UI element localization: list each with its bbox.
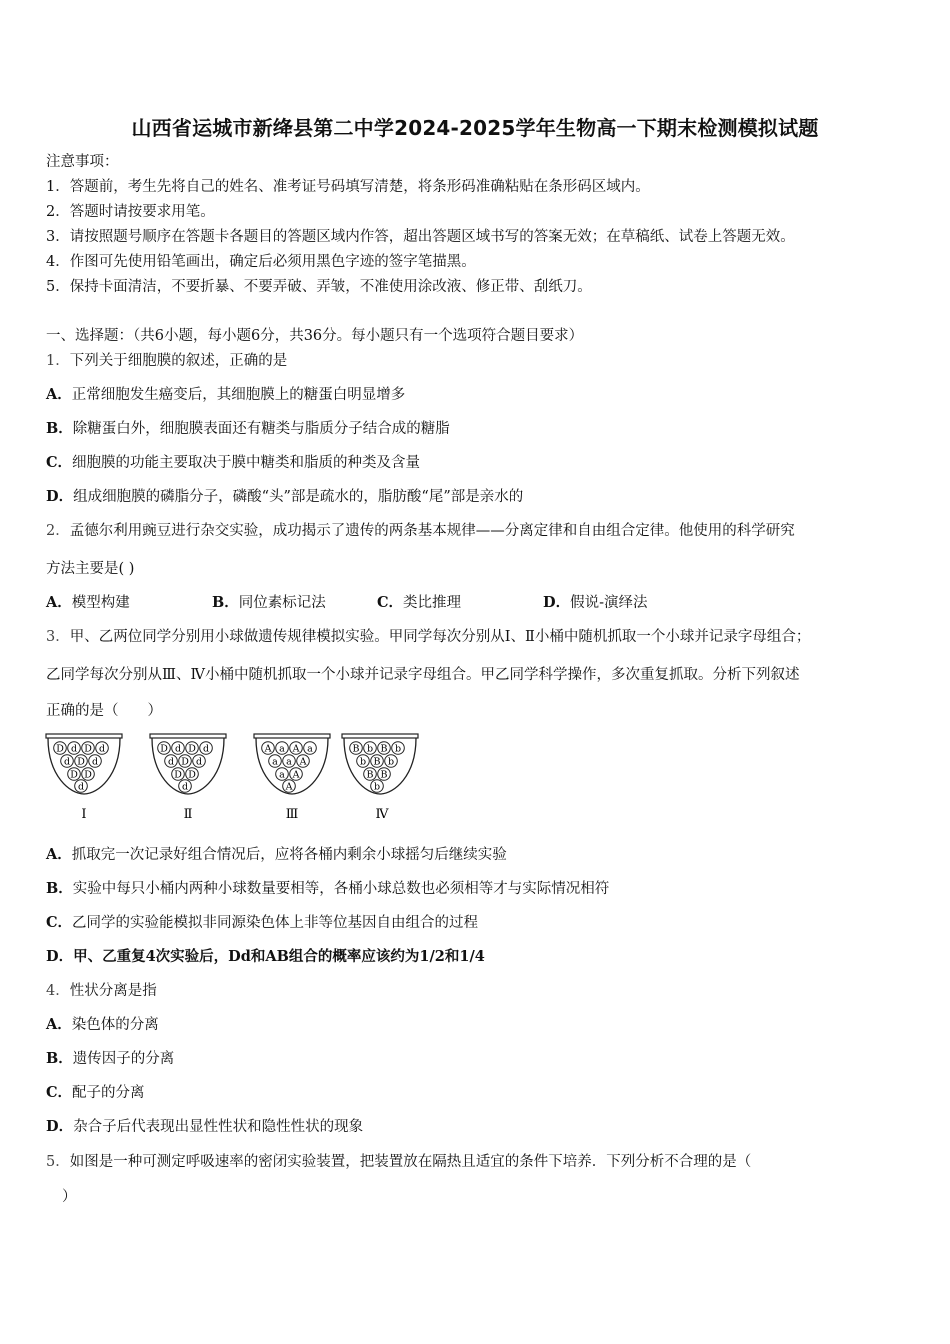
- question-text: 下列关于细胞膜的叙述，正确的是: [69, 353, 288, 369]
- option-c[interactable]: C．配子的分离: [46, 1084, 145, 1101]
- section-heading: 一、选择题：（共6小题，每小题6分，共36分。每小题只有一个选项符合题目要求）: [46, 328, 584, 344]
- ball-label: A: [299, 756, 307, 768]
- ball-label: D: [77, 756, 85, 768]
- ball-label: D: [56, 743, 64, 755]
- ball-label: D: [181, 756, 189, 768]
- ball-label: b: [387, 756, 395, 768]
- ball-label: B: [380, 769, 388, 781]
- ball-label: A: [285, 781, 293, 793]
- option-d[interactable]: D．杂合子后代表现出显性性状和隐性性状的现象: [46, 1118, 364, 1135]
- ball-label: a: [286, 756, 292, 768]
- option-a[interactable]: A．抓取完一次记录好组合情况后，应将各桶内剩余小球摇匀后继续实验: [46, 846, 507, 863]
- ball-label: D: [70, 769, 78, 781]
- ball-label: D: [84, 743, 92, 755]
- notice-item: 2．答题时请按要求用笔。: [46, 204, 215, 220]
- bucket-rim: [342, 734, 418, 738]
- bucket: [150, 734, 226, 822]
- ball-label: a: [279, 743, 285, 755]
- ball-label: D: [188, 769, 196, 781]
- ball-label: d: [174, 743, 182, 755]
- ball-label: b: [366, 743, 374, 755]
- option-b[interactable]: B．除糖蛋白外，细胞膜表面还有糖类与脂质分子结合成的糖脂: [46, 420, 450, 437]
- question-2-stem-cont: 方法主要是( ): [46, 561, 135, 577]
- ball-label: a: [279, 769, 285, 781]
- bucket-figure: [40, 726, 430, 826]
- option-d[interactable]: D．假说-演绎法: [543, 594, 648, 611]
- question-4-stem: 4．性状分离是指: [46, 983, 157, 999]
- question-3-stem: 3．甲、乙两位同学分别用小球做遗传规律模拟实验。甲同学每次分别从Ⅰ、Ⅱ小桶中随机抓取一个小球并记录字母组合；: [46, 629, 811, 645]
- ball-label: d: [70, 743, 78, 755]
- question-number: 4．: [46, 983, 70, 999]
- ball-label: B: [352, 743, 360, 755]
- bucket: [46, 734, 122, 822]
- ball-label: a: [307, 743, 313, 755]
- option-b[interactable]: B．遗传因子的分离: [46, 1050, 175, 1067]
- ball-label: d: [63, 756, 71, 768]
- question-number: 2．: [46, 523, 70, 539]
- option-c[interactable]: C．乙同学的实验能模拟非同源染色体上非等位基因自由组合的过程: [46, 914, 479, 931]
- question-number: 1．: [46, 353, 70, 369]
- ball-label: B: [373, 756, 381, 768]
- bucket: [254, 734, 330, 822]
- notice-item: 5．保持卡面清洁，不要折暴、不要弄破、弄皱，不准使用涂改液、修正带、刮纸刀。: [46, 279, 592, 295]
- option-b[interactable]: B．同位素标记法: [212, 594, 326, 611]
- ball-label: A: [292, 769, 300, 781]
- ball-label: d: [202, 743, 210, 755]
- option-d[interactable]: D．组成细胞膜的磷脂分子，磷酸“头”部是疏水的，脂肪酸“尾”部是亲水的: [46, 488, 524, 505]
- option-a[interactable]: A．正常细胞发生癌变后，其细胞膜上的糖蛋白明显增多: [46, 386, 406, 403]
- page-title: 山西省运城市新绛县第二中学2024-2025学年生物高一下期末检测模拟试题: [131, 116, 819, 140]
- question-2-stem: 2．孟德尔利用豌豆进行杂交实验，成功揭示了遗传的两条基本规律——分离定律和自由组合定律。他使用的科学研究: [46, 523, 795, 539]
- bucket-label: Ⅰ: [81, 807, 87, 822]
- option-c[interactable]: C．类比推理: [377, 594, 462, 611]
- bucket-rim: [254, 734, 330, 738]
- ball-label: B: [366, 769, 374, 781]
- ball-label: B: [380, 743, 388, 755]
- ball-label: b: [359, 756, 367, 768]
- ball-label: A: [292, 743, 300, 755]
- ball-label: a: [272, 756, 278, 768]
- ball-label: d: [195, 756, 203, 768]
- notice-item: 3．请按照题号顺序在答题卡各题目的答题区域内作答，超出答题区域书写的答案无效；在草稿纸、试卷上答题无效。: [46, 229, 795, 245]
- notice-item: 4．作图可先使用铅笔画出，确定后必须用黑色字迹的签字笔描黑。: [46, 254, 476, 270]
- bucket: [342, 734, 418, 822]
- ball-label: d: [91, 756, 99, 768]
- question-1-stem: [46, 351, 287, 371]
- ball-label: D: [174, 769, 182, 781]
- option-b[interactable]: B．实验中每只小桶内两种小球数量要相等，各桶小球总数也必须相等才与实际情况相符: [46, 880, 610, 897]
- option-a[interactable]: A．染色体的分离: [46, 1016, 159, 1033]
- ball-label: b: [373, 781, 381, 793]
- ball-label: d: [77, 781, 85, 793]
- bucket-rim: [46, 734, 122, 738]
- ball-label: b: [394, 743, 402, 755]
- bucket-label: Ⅳ: [375, 807, 389, 822]
- question-3-stem-cont: 乙同学每次分别从Ⅲ、Ⅳ小桶中随机抓取一个小球并记录字母组合。甲乙同学科学操作，多次重复抓取。分析下列叙述: [46, 667, 800, 683]
- bucket-rim: [150, 734, 226, 738]
- bucket-label: Ⅱ: [183, 807, 193, 822]
- notice-heading: 注意事项：: [46, 154, 119, 170]
- ball-label: d: [167, 756, 175, 768]
- question-3-stem-cont: 正确的是（ ）: [46, 703, 162, 719]
- question-5-stem: 5．如图是一种可测定呼吸速率的密闭实验装置，把装置放在隔热且适宜的条件下培养．下列分析不合理的是（: [46, 1154, 752, 1170]
- ball-label: D: [160, 743, 168, 755]
- option-a[interactable]: A．模型构建: [46, 594, 130, 611]
- question-number: 3．: [46, 629, 70, 645]
- option-d[interactable]: D．甲、乙重复4次实验后，Dd和AB组合的概率应该约为1/2和1/4: [46, 948, 485, 965]
- question-number: 5．: [46, 1154, 70, 1170]
- notice-item: 1．答题前，考生先将自己的姓名、准考证号码填写清楚，将条形码准确粘贴在条形码区域内。: [46, 179, 650, 195]
- ball-label: d: [98, 743, 106, 755]
- question-5-stem-cont: ）: [62, 1189, 77, 1205]
- bucket-label: Ⅲ: [285, 807, 299, 822]
- ball-label: D: [188, 743, 196, 755]
- option-c[interactable]: C．细胞膜的功能主要取决于膜中糖类和脂质的种类及含量: [46, 454, 421, 471]
- ball-label: A: [264, 743, 272, 755]
- ball-label: d: [181, 781, 189, 793]
- ball-label: D: [84, 769, 92, 781]
